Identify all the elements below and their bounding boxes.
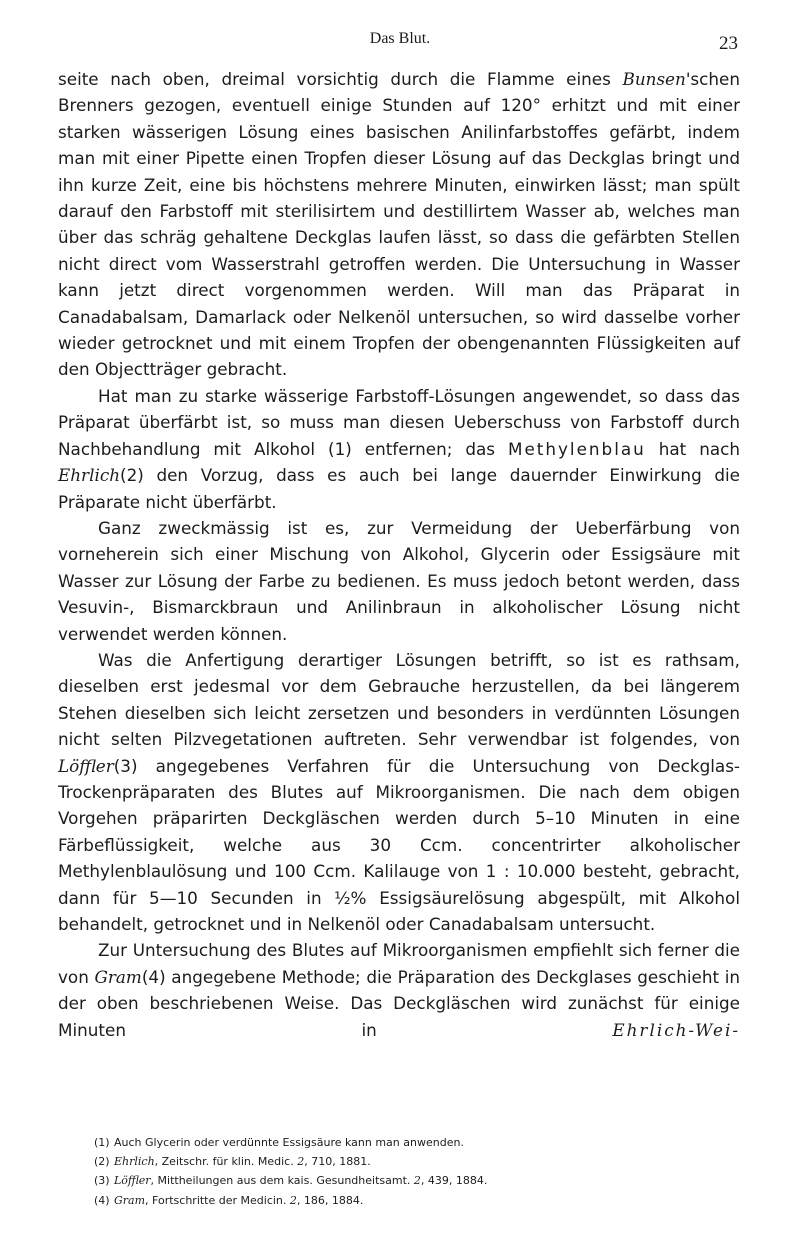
footnote-number: (3) — [94, 1174, 110, 1188]
text-span: Ganz zweckmässig ist es, zur Vermeidung der Ueberfärbung von vorneherein sich einer Mischung von Alkohol, Glycerin oder Essigsäure mit Wasser zur Lösung der Farbe zu bedienen. Es muss jedoch betont werden, dass Vesuvin-, Bismarckbraun und Anilinbraun in alkoholischer Lösung nicht verwendet werden können. — [58, 517, 740, 644]
italic-text-span: Gram — [114, 1193, 146, 1207]
text-span: 'schen Brenners gezogen, eventuell einige Stunden auf 120° erhitzt und mit einer starken wässerigen Lösung eines basischen Anilinfarbstoffes gefärbt, indem man mit einer Pipette einen Tropfen dieser Lösung auf das Deckglas bringt und ihn kurze Zeit, eine bis höchstens mehrere Minuten, einwirken lässt; man spült darauf den Farbstoff mit sterilisirtem und destillirtem Wasser ab, welches man über das schräg gehaltene Deckglas laufen lässt, so dass die gefärbten Stellen nicht direct vom Wasserstrahl getroffen werden. Die Untersuchung in Wasser kann jetzt direct vorgenommen werden. Will man das Präparat in Canadabalsam, Damarlack oder Nelkenöl untersuchen, so wird dasselbe vorher wieder getrocknet und mit einem Tropfen der obengenannten Flüssigkeiten auf den Objectträger gebracht. — [58, 69, 740, 380]
text-span: , 186, 1884. — [296, 1193, 364, 1207]
footnote-number: (2) — [94, 1155, 110, 1169]
italic-text-span: Gram — [94, 966, 142, 987]
footnotes — [94, 1133, 740, 1210]
text-span: Zur Untersuchung des Blutes auf Mikroorganismen empfiehlt sich ferner die von — [58, 940, 740, 987]
text-span: , Fortschritte der Medicin. — [145, 1193, 290, 1207]
body-text — [58, 66, 740, 1043]
footnote-number: (4) — [94, 1193, 110, 1207]
italic-text-span: 2 — [413, 1174, 421, 1188]
italic-text-span: 2 — [297, 1155, 305, 1169]
text-span: Hat man zu starke wässerige Farbstoff-Lösungen angewendet, so dass das Präparat überfärbt ist, so muss man diesen Ueberschuss von Farbstoff durch Nachbehandlung mit Alkohol (1) entfernen; das — [58, 385, 740, 459]
text-span: (4) angegebene Methode; die Präparation des Deckglases geschieht in der oben beschriebenen Weise. Das Deckgläschen wird zunächst für einige Minuten in — [58, 966, 740, 1040]
footnote — [94, 1152, 740, 1171]
italic-text-span: Ehrlich — [114, 1155, 155, 1169]
italic-text-span: Bunsen — [622, 69, 686, 89]
text-span: (2) den Vorzug, dass es auch bei lange dauernder Einwirkung die Präparate nicht überfärbt. — [58, 465, 740, 512]
paragraph — [58, 647, 740, 937]
text-span: Methylenblau — [507, 438, 646, 459]
paragraph — [58, 515, 740, 647]
text-span: , 710, 1881. — [304, 1155, 371, 1169]
italic-text-span: Löffler — [58, 755, 114, 776]
footnote — [94, 1171, 740, 1190]
italic-text-span: Löffler — [114, 1174, 151, 1188]
text-span: Was die Anfertigung derartiger Lösungen betrifft, so ist es rathsam, dieselben erst jedesmal vor dem Gebrauche herzustellen, da bei längerem Stehen dieselben sich leicht zersetzen und besonders in verdünnten Lösungen nicht selten Pilzvegetationen auftreten. Sehr verwendbar ist folgendes, von — [58, 649, 740, 750]
text-span: hat nach — [645, 438, 740, 459]
paragraph — [58, 937, 740, 1043]
page-header — [0, 30, 800, 54]
text-span: (3) angegebenes Verfahren für die Untersuchung von Deckglas-Trockenpräparaten des Blutes auf Mikroorganismen. Die nach dem obigen Vorgehen präparirten Deckgläschen werden durch 5–10 Minuten in eine Färbeflüssigkeit, welche aus 30 Ccm. concentrirter alkoholischer Methylenblaulösung und 100 Ccm. Kalilauge von 1 : 10.000 besteht, gebracht, dann für 5—10 Secunden in ½% Essigsäurelösung abgespült, mit Alkohol behandelt, getrocknet und in Nelkenöl oder Canadabalsam untersucht. — [58, 755, 740, 934]
paragraph — [58, 383, 740, 515]
page-number: 23 — [719, 33, 738, 54]
text-span: , 439, 1884. — [420, 1174, 488, 1188]
running-head: Das Blut. — [369, 30, 431, 47]
footnote — [94, 1133, 740, 1152]
footnote-number: (1) — [94, 1136, 110, 1149]
text-span: Auch Glycerin oder verdünnte Essigsäure kann man anwenden. — [114, 1136, 464, 1149]
text-span: , Zeitschr. für klin. Medic. — [154, 1155, 298, 1169]
paragraph — [58, 66, 740, 383]
footnote — [94, 1191, 740, 1210]
text-span: , Mittheilungen aus dem kais. Gesundheitsamt. — [150, 1174, 414, 1188]
italic-text-span: Ehrlich — [58, 465, 121, 486]
italic-text-span: Ehrlich-Wei- — [612, 1019, 740, 1040]
italic-text-span: 2 — [289, 1193, 297, 1207]
text-span: seite nach oben, dreimal vorsichtig durch die Flamme eines — [58, 69, 623, 89]
